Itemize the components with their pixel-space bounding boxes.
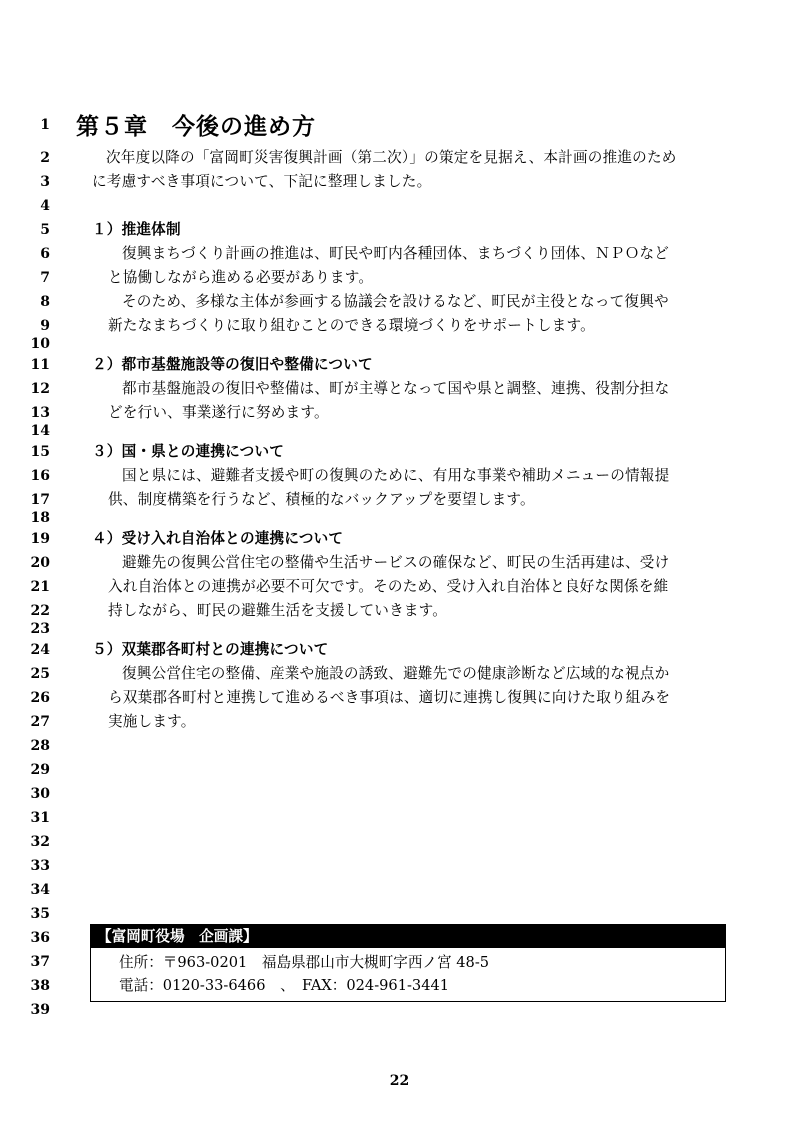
contact-address: 住所：〒963-0201 福島県郡山市大槻町字西ノ宮 48-5 [119,954,490,971]
section-heading: ２）都市基盤施設等の復旧や整備について [92,356,373,373]
line-number: 32 [30,834,50,850]
section-line: 持しながら、町民の避難生活を支援していきます。 [108,602,448,619]
section-heading: １）推進体制 [92,221,181,238]
contact-phone: 電話：0120-33-6466 、 FAX：024-961-3441 [119,977,450,994]
section-line: ら双葉郡各町村と連携して進めるべき事項は、適切に連携し復興に向けた取り組みを [108,689,671,706]
section-line: 新たなまちづくりに取り組むことのできる環境づくりをサポートします。 [108,317,595,334]
line-number: 31 [30,810,50,826]
line-number: 37 [30,954,50,970]
line-number: 25 [30,666,50,682]
section-line: 都市基盤施設の復旧や整備は、町が主導となって国や県と調整、連携、役割分担な [122,380,670,397]
line-number: 28 [30,738,50,754]
intro-line: 次年度以降の「富岡町災害復興計画（第二次）」の策定を見据え、本計画の推進のため [106,149,677,166]
line-number: 26 [30,690,50,706]
line-number: 12 [30,381,50,397]
line-number: 11 [30,357,50,373]
section-line: 復興まちづくり計画の推進は、町民や町内各種団体、まちづくり団体、ＮＰＯなど [122,245,670,262]
line-number: 36 [30,930,50,946]
line-number: 17 [30,492,50,508]
intro-line: に考慮すべき事項について、下記に整理しました。 [92,173,432,190]
line-number: 10 [30,336,50,352]
contact-box [90,924,726,1002]
line-number: 29 [30,762,50,778]
line-number: 24 [30,642,50,658]
line-number: 20 [30,555,50,571]
section-line: どを行い、事業遂行に努めます。 [108,404,329,421]
section-line: 避難先の復興公営住宅の整備や生活サービスの確保など、町民の生活再建は、受け [122,554,670,571]
line-number: 30 [30,786,50,802]
section-line: 復興公営住宅の整備、産業や施設の誘致、避難先での健康診断など広域的な視点か [122,665,670,682]
line-number: 8 [40,294,50,310]
section-line: 入れ自治体との連携が必要不可欠です。そのため、受け入れ自治体と良好な関係を維 [108,578,669,595]
section-line: 国と県には、避難者支援や町の復興のために、有用な事業や補助メニューの情報提 [122,467,670,484]
line-number: 39 [30,1002,50,1018]
line-number: 22 [30,603,50,619]
line-number: 23 [30,621,50,637]
line-number: 38 [30,978,50,994]
line-number: 9 [40,318,50,334]
section-line: と協働しながら進める必要があります。 [108,269,374,286]
section-line: 供、制度構築を行うなど、積極的なバックアップを要望します。 [108,491,535,508]
line-number: 35 [30,906,50,922]
section-line: 実施します。 [108,713,196,730]
line-number: 5 [40,222,50,238]
line-number: 1 [40,117,50,133]
section-heading: ５）双葉郡各町村との連携について [92,641,329,658]
section-heading: ４）受け入れ自治体との連携について [92,530,344,547]
line-number: 4 [40,198,50,214]
line-number: 14 [30,423,50,439]
line-number: 21 [30,579,50,595]
line-number: 33 [30,858,50,874]
chapter-title: 第５章 今後の進め方 [76,113,316,140]
line-number: 18 [30,510,50,526]
line-number: 13 [30,405,50,421]
line-number: 15 [30,444,50,460]
page-number: 22 [389,1073,410,1089]
section-heading: ３）国・県との連携について [92,443,285,460]
line-number: 2 [40,150,50,166]
line-number: 3 [40,174,50,190]
line-number: 19 [30,531,50,547]
contact-header: 【富岡町役場 企画課】 [91,925,725,948]
line-number: 6 [40,246,50,262]
line-number: 16 [30,468,50,484]
line-number: 27 [30,714,50,730]
line-number: 7 [40,270,50,286]
line-number: 34 [30,882,50,898]
section-line: そのため、多様な主体が参画する協議会を設けるなど、町民が主役となって復興や [122,293,669,310]
